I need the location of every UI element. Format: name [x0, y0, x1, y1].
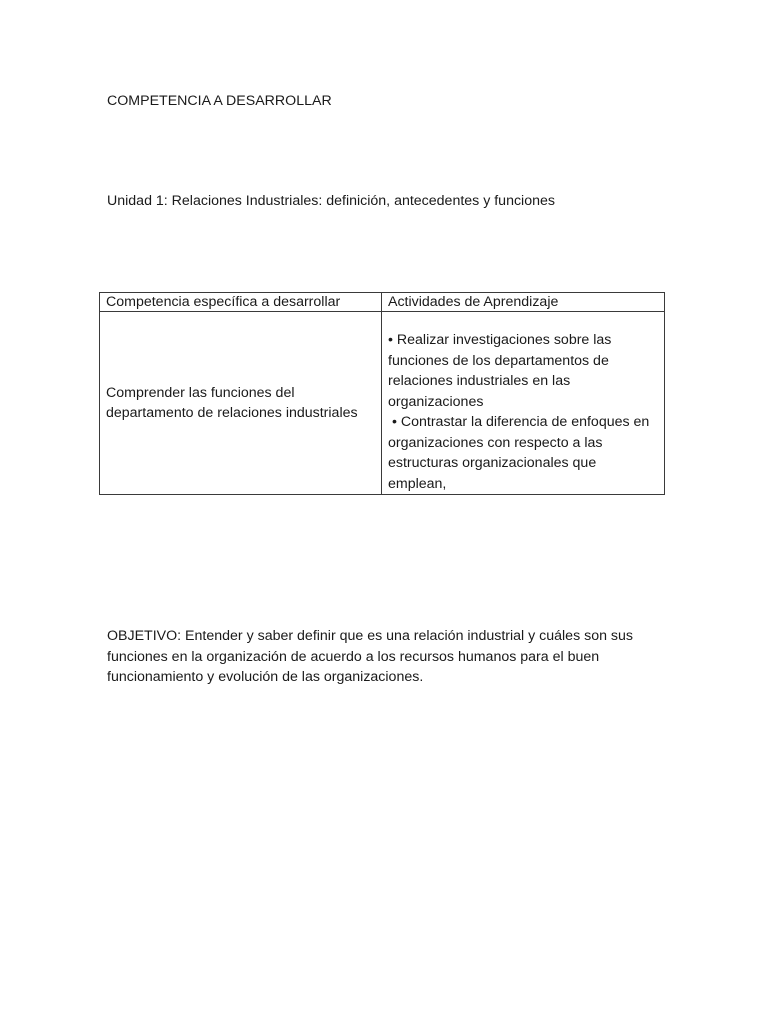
activity-item: • Contrastar la diferencia de enfoques en organizaciones con respecto a las estructuras organizacionales que emplean, [388, 414, 654, 492]
document-heading: COMPETENCIA A DESARROLLAR [107, 93, 332, 109]
table-header-row [100, 293, 665, 312]
competency-cell: Comprender las funciones del departamento de relaciones industriales [100, 312, 382, 495]
header-activities: Actividades de Aprendizaje [382, 293, 665, 312]
unit-title: Unidad 1: Relaciones Industriales: definición, antecedentes y funciones [107, 193, 555, 209]
header-competency: Competencia específica a desarrollar [100, 293, 382, 312]
activities-cell [382, 312, 665, 495]
activity-item: • Realizar investigaciones sobre las funciones de los departamentos de relaciones industriales en las organizaciones [388, 332, 612, 410]
table-row [100, 312, 665, 495]
objective-paragraph: OBJETIVO: Entender y saber definir que es una relación industrial y cuáles son sus funciones en la organización de acuerdo a los recursos humanos para el buen funcionamiento y evolución de las organizaciones. [107, 628, 633, 685]
competency-table [99, 292, 665, 495]
